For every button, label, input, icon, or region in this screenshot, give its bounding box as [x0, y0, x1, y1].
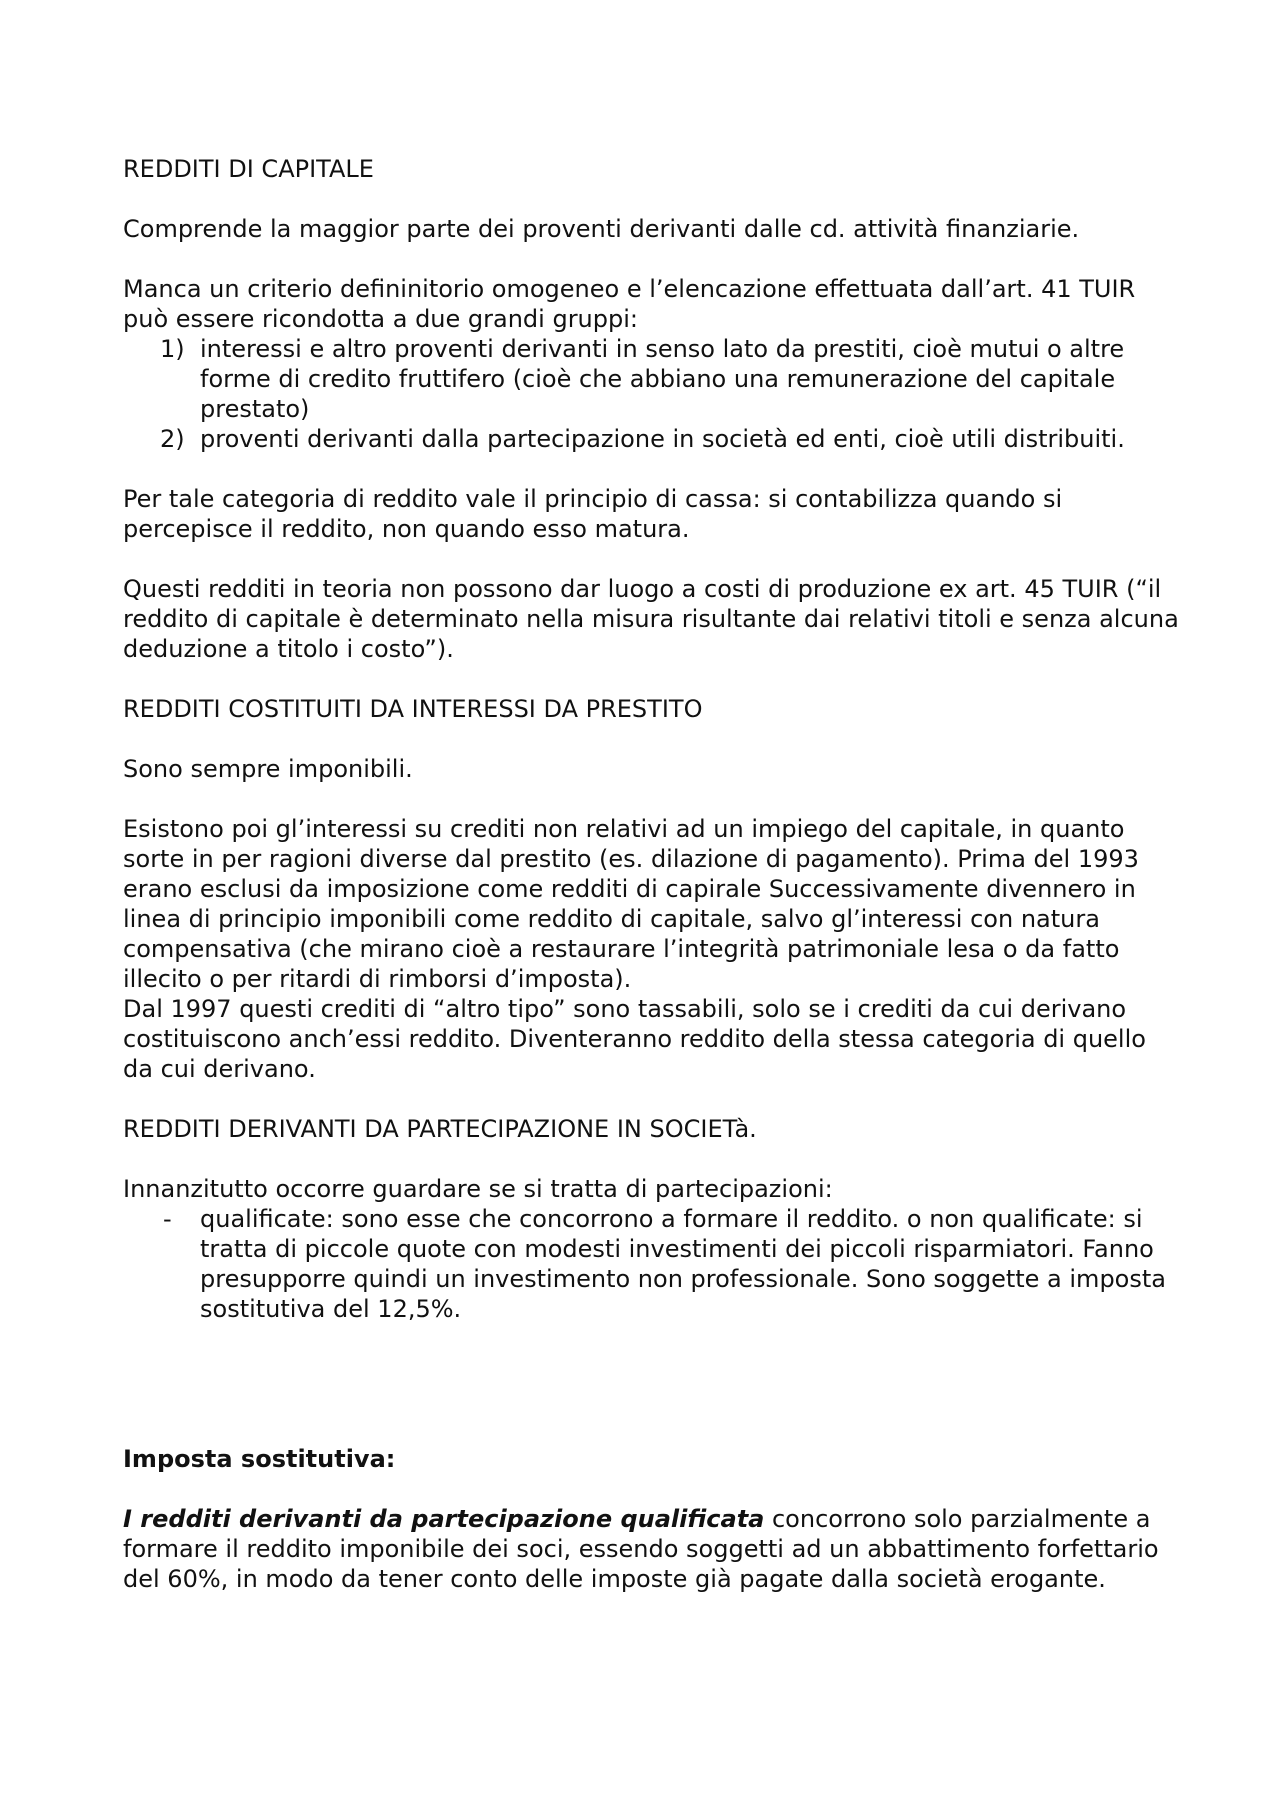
list-item	[123, 334, 1183, 424]
paragraph-criterio: Manca un criterio defininitorio omogeneo e l’elencazione effettuata dall’art. 41 TUIR può essere ricondotta a due grandi gruppi:	[123, 275, 1136, 333]
paragraph-text: concorrono solo parzialmente a formare il reddito imponibile dei soci, essendo soggetti ad un abbattimento forfettario del 60%, in modo da tener conto delle imposte già pagate dalla società erogante.	[123, 1505, 1159, 1593]
list-marker: 1)	[160, 335, 185, 363]
document-body	[123, 154, 1183, 1594]
heading-partecipazione-societa: REDDITI DERIVANTI DA PARTECIPAZIONE IN SOCIETà.	[123, 1115, 757, 1143]
dash-list	[123, 1204, 1183, 1324]
list-item	[123, 424, 1183, 454]
paragraph-principio-cassa: Per tale categoria di reddito vale il principio di cassa: si contabilizza quando si percepisce il reddito, non quando esso matura.	[123, 485, 1063, 543]
heading-redditi-di-capitale: REDDITI DI CAPITALE	[123, 155, 374, 183]
list-item-text: proventi derivanti dalla partecipazione in società ed enti, cioè utili distribuiti.	[200, 425, 1125, 453]
list-item	[123, 1204, 1183, 1324]
list-marker: 2)	[160, 425, 185, 453]
paragraph-partecipazione-qualificata	[123, 1504, 1183, 1594]
list-item-text: qualificate: sono esse che concorrono a formare il reddito. o non qualificate: si tratta di piccole quote con modesti investimenti dei piccoli risparmiatori. Fanno presupporre quindi un investimento non professionale. Sono soggette a imposta sostitutiva del 12,5%.	[200, 1205, 1166, 1323]
paragraph-partecipazioni: Innanzitutto occorre guardare se si tratta di partecipazioni:	[123, 1175, 833, 1203]
list-item-text: interessi e altro proventi derivanti in senso lato da prestiti, cioè mutui o altre forme di credito fruttifero (cioè che abbiano una remunerazione del capitale prestato)	[200, 335, 1125, 423]
paragraph-interessi-crediti: Esistono poi gl’interessi su crediti non relativi ad un impiego del capitale, in quanto sorte in per ragioni diverse dal prestito (es. dilazione di pagamento). Prima del 1993 erano esclusi da imposizione come redditi di capirale Successivamente divennero in linea di principio imponibili come reddito di capitale, salvo gl’interessi con natura compensativa (che mirano cioè a restaurare l’integrità patrimoniale lesa o da fatto illecito o per ritardi di rimborsi d’imposta).	[123, 815, 1139, 993]
paragraph-costi-produzione: Questi redditi in teoria non possono dar luogo a costi di produzione ex art. 45 TUIR (“il reddito di capitale è determinato nella misura risultante dai relativi titoli e senza alcuna deduzione a titolo i costo”).	[123, 575, 1179, 663]
emphasis-text: I redditi derivanti da partecipazione qualificata	[123, 1505, 765, 1533]
list-marker: -	[163, 1205, 172, 1233]
heading-interessi-prestito: REDDITI COSTITUITI DA INTERESSI DA PRESTITO	[123, 695, 703, 723]
paragraph-dal-1997: Dal 1997 questi crediti di “altro tipo” sono tassabili, solo se i crediti da cui derivano costituiscono anch’essi reddito. Diventeranno reddito della stessa categoria di quello da cui derivano.	[123, 995, 1146, 1083]
paragraph-intro: Comprende la maggior parte dei proventi derivanti dalle cd. attività finanziarie.	[123, 215, 1080, 243]
paragraph-imponibili: Sono sempre imponibili.	[123, 755, 413, 783]
heading-imposta-sostitutiva: Imposta sostitutiva:	[123, 1445, 396, 1473]
numbered-list	[123, 334, 1183, 454]
